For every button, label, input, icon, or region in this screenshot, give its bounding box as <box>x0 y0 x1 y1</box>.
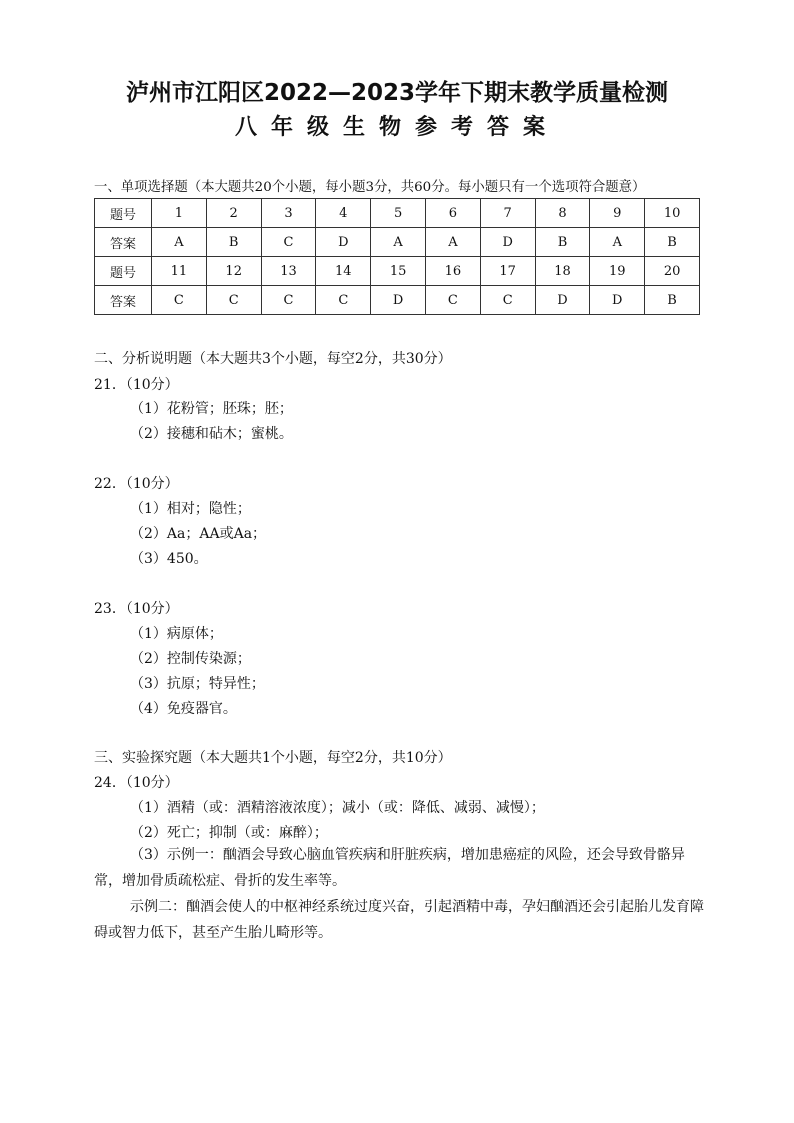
q22-answer-1: （1）相对；隐性； <box>130 501 251 517</box>
table-cell: 16 <box>425 257 480 286</box>
table-row <box>95 228 700 257</box>
q21-answer-2: （2）接穗和砧木；蜜桃。 <box>130 426 293 442</box>
table-cell: 8 <box>535 199 590 228</box>
table-cell: 7 <box>480 199 535 228</box>
q22-number: 22．（10分） <box>94 476 179 492</box>
table-cell: B <box>535 228 590 257</box>
table-cell: 1 <box>152 199 207 228</box>
table-cell: D <box>590 286 645 315</box>
q23-answer-4: （4）免疫器官。 <box>130 701 237 717</box>
q24-answer-3: （3）示例一：酗酒会导致心脑血管疾病和肝脏疾病，增加患癌症的风险，还会导致骨骼异常，增加骨质疏松症、骨折的发生率等。 <box>94 847 685 889</box>
table-cell: 18 <box>535 257 590 286</box>
table-cell: 19 <box>590 257 645 286</box>
table-row <box>95 199 700 228</box>
table-cell: A <box>425 228 480 257</box>
q23-answer-1: （1）病原体； <box>130 626 223 642</box>
q24-number: 24．（10分） <box>94 775 179 791</box>
table-cell: 15 <box>371 257 426 286</box>
section3-heading: 三、实验探究题（本大题共1个小题，每空2分，共10分） <box>94 750 452 766</box>
table-cell: D <box>316 228 371 257</box>
table-cell: 6 <box>425 199 480 228</box>
q21-number: 21．（10分） <box>94 377 179 393</box>
table-cell: 9 <box>590 199 645 228</box>
table-cell: C <box>261 286 316 315</box>
table-cell: A <box>590 228 645 257</box>
q21-answer-1: （1）花粉管；胚珠；胚； <box>130 401 293 417</box>
table-cell: A <box>152 228 207 257</box>
table-cell: 10 <box>645 199 700 228</box>
table-cell: D <box>371 286 426 315</box>
q23-number: 23．（10分） <box>94 601 179 617</box>
q23-answer-3: （3）抗原；特异性； <box>130 676 265 692</box>
q24-answer-2: （2）死亡；抑制（或：麻醉）； <box>130 825 328 841</box>
table-cell: D <box>535 286 590 315</box>
q23-answer-2: （2）控制传染源； <box>130 651 251 667</box>
table-cell: B <box>206 228 261 257</box>
answer-table <box>94 198 700 315</box>
table-cell: C <box>316 286 371 315</box>
table-cell: C <box>480 286 535 315</box>
table-cell: C <box>152 286 207 315</box>
page-title: 泸州市江阳区2022—2023学年下期末教学质量检测 <box>125 80 669 106</box>
table-cell: 11 <box>152 257 207 286</box>
page-subtitle: 八年级生物参考答案 <box>234 115 559 140</box>
row-label: 答案 <box>95 228 152 257</box>
q22-answer-2: （2）Aa；AA或Aa； <box>130 526 267 542</box>
table-cell: B <box>645 286 700 315</box>
table-cell: C <box>261 228 316 257</box>
table-cell: 2 <box>206 199 261 228</box>
table-cell: B <box>645 228 700 257</box>
table-cell: 3 <box>261 199 316 228</box>
table-cell: 17 <box>480 257 535 286</box>
table-cell: A <box>371 228 426 257</box>
q22-answer-3: （3）450。 <box>130 551 208 567</box>
table-row <box>95 286 700 315</box>
table-cell: 4 <box>316 199 371 228</box>
table-row <box>95 257 700 286</box>
table-cell: C <box>206 286 261 315</box>
table-cell: D <box>480 228 535 257</box>
section2-heading: 二、分析说明题（本大题共3个小题，每空2分，共30分） <box>94 351 452 367</box>
q24-answer-4: 示例二：酗酒会使人的中枢神经系统过度兴奋，引起酒精中毒，孕妇酗酒还会引起胎儿发育障碍或智力低下，甚至产生胎儿畸形等。 <box>94 899 704 941</box>
row-label: 题号 <box>95 257 152 286</box>
q24-answer-1: （1）酒精（或：酒精溶液浓度）；减小（或：降低、减弱、减慢）； <box>130 800 545 816</box>
row-label: 题号 <box>95 199 152 228</box>
table-cell: 14 <box>316 257 371 286</box>
section1-heading: 一、单项选择题（本大题共20个小题，每小题3分，共60分。每小题只有一个选项符合题意） <box>94 180 646 195</box>
table-cell: 5 <box>371 199 426 228</box>
row-label: 答案 <box>95 286 152 315</box>
table-cell: C <box>425 286 480 315</box>
table-cell: 12 <box>206 257 261 286</box>
table-cell: 20 <box>645 257 700 286</box>
table-cell: 13 <box>261 257 316 286</box>
